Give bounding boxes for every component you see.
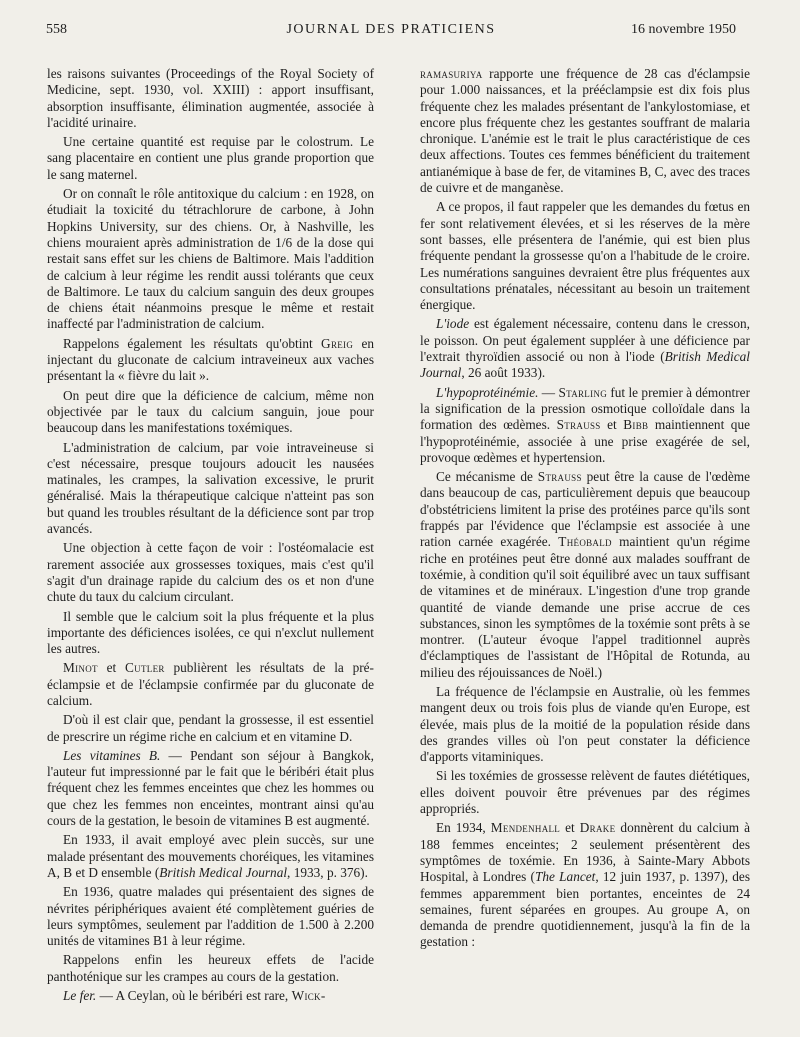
paragraph: Si les toxémies de grossesse relèvent de fautes diététiques, elles doivent pouvoir être prévenues par des régimes appropriés. <box>420 768 750 817</box>
author-name: Greig <box>321 335 354 351</box>
author-name: Drake <box>579 820 616 836</box>
paragraph: Une certaine quantité est requise par le colostrum. Le sang placentaire en contient une plus grande proportion que le sang maternel. <box>47 134 374 182</box>
paragraph: La fréquence de l'éclampsie en Australie, où les femmes mangent deux ou trois fois plus de viande qu'en Europe, est élevée, mais plus de la moitié de la population réside dans des grandes villes où l'on peut constater la déficience d'apports vitaminiques. <box>420 683 750 765</box>
paragraph: Rappelons également les résultats qu'obtint Greig en injectant du gluconate de calcium intraveineux aux vaches présentant la « fièvre du lait ». <box>47 335 374 384</box>
section-paragraph: Les vitamines B. — Pendant son séjour à Bangkok, l'auteur fut impressionné par le fait que le béribéri était plus fréquent chez les femmes enceintes que chez les hommes ou que chez les femmes non enceintes, montrant ainsi qu'au cours de la gestation, le besoin de vitamines B est augmenté. <box>47 747 374 829</box>
section-paragraph: Le fer. — A Ceylan, où le béribéri est rare, Wick- <box>63 988 326 1004</box>
paragraph: Minot et Cutler publièrent les résultats de la pré-éclampsie et de l'éclampsie confirmée par du gluconate de calcium. <box>47 660 374 708</box>
reference: The Lancet <box>534 869 596 885</box>
paragraph: En 1934, Mendenhall et Drake donnèrent du calcium à 188 femmes enceintes; 2 seulement présentèrent des symptômes de toxémie. En 1936, à Sainte-Mary Abbots Hospital, à Londres (The Lancet, 12 juin 1937, p. 1397), des femmes apparemment bien portantes, enceintes de 24 semaines, furent séparées en groupes. Au groupe A, on demanda de prendre quotidiennement, jusqu'à la fin de la gestation : <box>420 820 751 950</box>
author-name: Wick- <box>291 988 326 1004</box>
paragraph: Rappelons enfin les heureux effets de l'acide panthoténique sur les crampes au cours de la gestation. <box>47 952 374 984</box>
reference: British Medical Journal <box>420 349 750 381</box>
left-column <box>47 66 374 1007</box>
author-name: Cutler <box>125 660 165 676</box>
journal-title: JOURNAL DES PRATICIENS <box>286 22 496 37</box>
author-name: Mendenhall <box>490 820 561 836</box>
author-name: ramasuriya <box>420 66 483 81</box>
paragraph: A ce propos, il faut rappeler que les demandes du fœtus en fer sont relativement élevées, et si les réserves de la mère sont basses, elle présentera de l'anémie, qui est bien plus fréquente pendant la grossesse qu'on a l'habitude de le croire. Les numérations sanguines devraient être plus fréquentes aux consultations prénatales, nécessitant au besoin un traitement énergique. <box>420 199 750 313</box>
section-paragraph: L'iode est également nécessaire, contenu dans le cresson, le poisson. On peut également suppléer à une déficience par l'extrait thyroïdien associé ou non à l'iode (British Medical Journal, 26 août 1933). <box>420 316 750 381</box>
author-name: Strauss <box>537 469 582 485</box>
running-header <box>46 22 736 48</box>
page-number: 558 <box>46 22 67 37</box>
section-paragraph: L'hypoprotéinémie. — Starling fut le premier à démontrer la signification de la pression osmotique colloïdale dans la formation des œdèmes. Strauss et Bibb maintiennent que l'hypoprotéinémie, associée à une prise exagérée de sel, provoque œdèmes et hypertension. <box>420 384 750 465</box>
paragraph: En 1933, il avait employé avec plein succès, sur une malade présentant des mouvements choréiques, les vitamines A, B et D ensemble (British Medical Journal, 1933, p. 376). <box>47 832 374 880</box>
paragraph: Une objection à cette façon de voir : l'ostéomalacie est rarement associée aux grossesses toxiques, mais c'est qu'il s'agit d'un drainage rapide du calcium des os et non d'une chute du taux du calcium circulant. <box>47 540 374 605</box>
author-name: Starling <box>558 384 608 400</box>
author-name: Strauss <box>556 417 601 433</box>
paragraph: L'administration de calcium, par voie intraveineuse si c'est nécessaire, presque toujours adoucit les nausées matinales, les crampes, la salivation excessive, le prurit généralisé. Mais la thérapeutique calcique n'atteint pas son but quand les troubles résultant de la déficience sont par trop avancés. <box>47 439 374 537</box>
section-title: L'hypoprotéinémie. <box>436 384 539 400</box>
author-name: Bibb <box>623 417 649 433</box>
paragraph: les raisons suivantes (Proceedings of the Royal Society of Medicine, sept. 1930, vol. XXIII) : apport insuffisant, absorption insuffisante, élimination augmentée, associée à l'acidité urinaire. <box>47 66 374 130</box>
right-column <box>420 66 750 954</box>
paragraph: Ce mécanisme de Strauss peut être la cause de l'œdème dans beaucoup de cas, particulièrement depuis que beaucoup d'obstétriciens limitent la prise des protéines parce qu'ils sont frappés par l'évidence que l'éclampsie est associée à une ration carnée exagérée. Théobald maintient qu'un régime riche en protéines peut être donné aux malades souffrant de toxémie, à condition qu'il soit équilibré avec un taux suffisant de vitamines et de minéraux. L'ingestion d'une trop grande quantité de viande demande une prise accrue de ces substances, sinon les symptômes de la toxémie sont prêts à se montrer. (L'auteur évoque l'appel traditionnel auprès d'éclamptiques de l'assistant de l'Hôpital de Rotunda, au milieu des réjouissances de Noël.) <box>420 469 750 680</box>
issue-date: 16 novembre 1950 <box>631 22 736 37</box>
section-title: Le fer. <box>63 988 97 1004</box>
paragraph: D'où il est clair que, pendant la grossesse, il est essentiel de prescrire un régime riche en calcium et en vitamine D. <box>47 712 374 744</box>
section-title: Les vitamines B. <box>63 747 161 763</box>
paragraph: Or on connaît le rôle antitoxique du calcium : en 1928, on étudiait la toxicité du tétrachlorure de carbone, à John Hopkins University, sur des chiens. Or, à Nashville, les chiens mouraient après administration de 1/6 de la dose qui restait sans effet sur les chiens de Baltimore. Mais l'addition de calcium à leur régime les rendit aussi tolérants que ceux de Baltimore. Le taux du calcium sanguin des deux groupes de chiens était néanmoins presque le même et restait inaffecté par l'administration de calcium. <box>47 186 374 332</box>
paragraph: On peut dire que la déficience de calcium, même non objectivée par le taux du calcium sanguin, joue pour beaucoup dans les manifestations toxémiques. <box>47 387 374 436</box>
paragraph: En 1936, quatre malades qui présentaient des signes de névrites périphériques avaient été complètement guéries de leurs symptômes, seulement par l'addition de 1.500 à 2.200 unités de vitamines B1 à leur régime. <box>47 884 374 949</box>
author-name: Théobald <box>558 534 612 550</box>
paragraph: Il semble que le calcium soit la plus fréquente et la plus importante des déficiences isolées, ce qui n'exclut nullement les autres. <box>47 608 374 657</box>
author-name: Minot <box>63 660 98 676</box>
section-title: L'iode <box>436 316 470 332</box>
paragraph: ramasuriya rapporte une fréquence de 28 cas d'éclampsie pour 1.000 naissances, et la prééclampsie est dix fois plus fréquente chez les malades présentant de l'ankylostomiase, et encore plus fréquente chez les gestantes souffrant de malaria chronique. L'anémie est le trait le plus caractéristique de ces deux affections. Toutes ces femmes bénéficient du traitement antianémique à base de fer, de vitamines B, C, avec des traces de cuivre et de manganèse. <box>420 66 750 196</box>
reference: British Medical Journal <box>159 864 288 880</box>
